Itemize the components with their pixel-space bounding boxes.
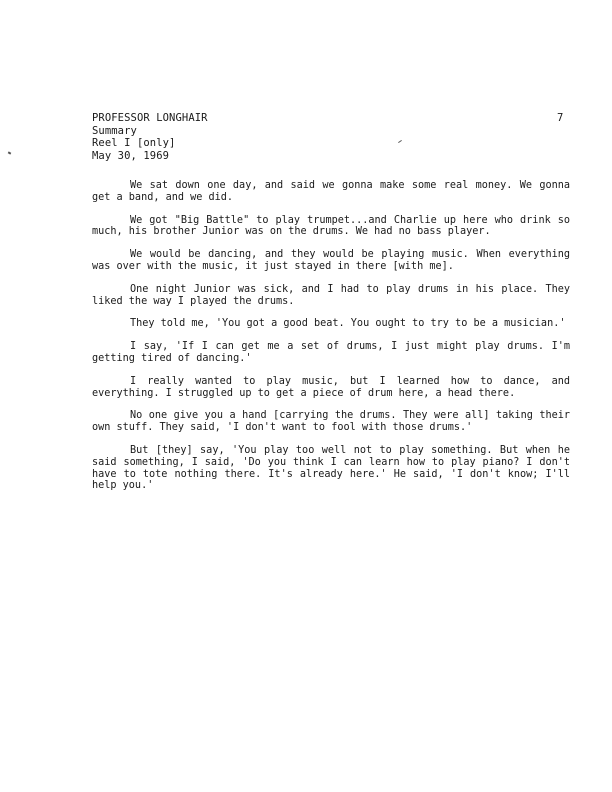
document-type: Summary xyxy=(92,124,137,137)
document-header xyxy=(92,112,208,162)
transcript-body xyxy=(92,180,570,503)
stray-mark xyxy=(8,151,12,154)
paragraph: We got "Big Battle" to play trumpet...and Charlie up here who drink so much, his brother Junior was on the drums. We had no bass player. xyxy=(92,214,570,238)
page-number: 7 xyxy=(557,112,564,124)
paragraph: They told me, 'You got a good beat. You ought to try to be a musician.' xyxy=(130,318,566,330)
paragraph: One night Junior was sick, and I had to play drums in his place. They liked the way I played the drums. xyxy=(92,283,570,307)
stray-mark xyxy=(398,140,402,143)
interviewee-name: PROFESSOR LONGHAIR xyxy=(92,112,208,124)
paragraph: We sat down one day, and said we gonna make some real money. We gonna get a band, and we did. xyxy=(92,180,570,203)
paragraph: No one give you a hand [carrying the drums. They were all] taking their own stuff. They said, 'I don't want to fool with those drums.' xyxy=(92,410,570,434)
paragraph: I really wanted to play music, but I learned how to dance, and everything. I struggled up to get a piece of drum here, a head there. xyxy=(92,375,570,399)
paragraph: I say, 'If I can get me a set of drums, I just might play drums. I'm getting tired of dancing.' xyxy=(92,341,570,364)
reel-label: Reel I [only] xyxy=(92,137,176,149)
paragraph: We would be dancing, and they would be playing music. When everything was over with the music, it just stayed in there [with me]. xyxy=(92,249,570,272)
interview-date: May 30, 1969 xyxy=(92,149,170,162)
paragraph: But [they] say, 'You play too well not to play something. But when he said something, I said, 'Do you think I can learn how to play piano? I don't have to tote nothing there. It's already here.' He said, 'I don't know; I'll help you.' xyxy=(92,444,570,492)
